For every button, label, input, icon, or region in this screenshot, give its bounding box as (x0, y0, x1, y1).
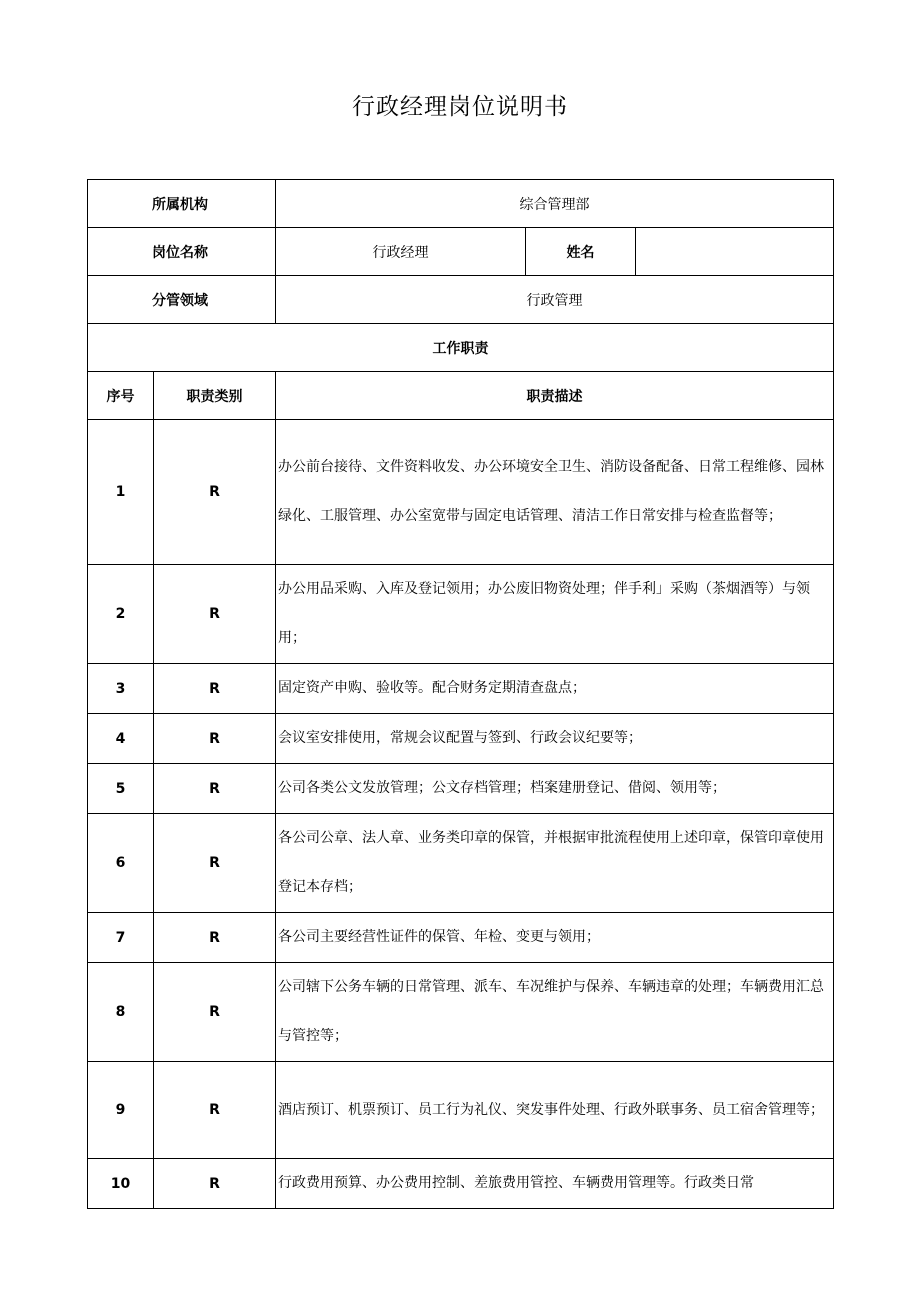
table-row (88, 764, 834, 814)
table-row (88, 1159, 834, 1209)
position-value: 行政经理 (276, 228, 526, 276)
duties-header-row (88, 372, 834, 420)
dept-label: 所属机构 (88, 180, 276, 228)
table-row (88, 420, 834, 565)
name-label: 姓名 (526, 228, 636, 276)
duty-type: R (154, 913, 276, 963)
duty-no: 10 (88, 1159, 154, 1209)
area-label: 分管领域 (88, 276, 276, 324)
table-row (88, 714, 834, 764)
duty-desc: 各公司公章、法人章、业务类印章的保管，并根据审批流程使用上述印章，保管印章使用登记本存档； (276, 814, 834, 913)
duty-desc: 会议室安排使用，常规会议配置与签到、行政会议纪要等； (276, 714, 834, 764)
position-row (88, 228, 834, 276)
table-row (88, 963, 834, 1062)
duty-type: R (154, 764, 276, 814)
duty-no: 9 (88, 1062, 154, 1159)
col-header-desc: 职责描述 (276, 372, 834, 420)
duty-type: R (154, 963, 276, 1062)
duties-section-title: 工作职责 (88, 324, 834, 372)
duty-type: R (154, 420, 276, 565)
duty-no: 4 (88, 714, 154, 764)
dept-row (88, 180, 834, 228)
col-header-no: 序号 (88, 372, 154, 420)
table-row (88, 664, 834, 714)
area-row (88, 276, 834, 324)
duty-desc: 公司辖下公务车辆的日常管理、派车、车况维护与保养、车辆违章的处理；车辆费用汇总与管控等； (276, 963, 834, 1062)
duty-desc: 酒店预订、机票预订、员工行为礼仪、突发事件处理、行政外联事务、员工宿舍管理等； (276, 1062, 834, 1159)
duty-desc: 行政费用预算、办公费用控制、差旅费用管控、车辆费用管理等。行政类日常 (276, 1159, 834, 1209)
duty-no: 5 (88, 764, 154, 814)
duty-type: R (154, 664, 276, 714)
duty-type: R (154, 565, 276, 664)
section-title-row (88, 324, 834, 372)
duty-type: R (154, 1159, 276, 1209)
position-label: 岗位名称 (88, 228, 276, 276)
table-row (88, 565, 834, 664)
name-value (636, 228, 834, 276)
table-row (88, 913, 834, 963)
duty-desc: 各公司主要经营性证件的保管、年检、变更与领用； (276, 913, 834, 963)
area-value: 行政管理 (276, 276, 834, 324)
page-title: 行政经理岗位说明书 (352, 94, 568, 120)
duty-type: R (154, 714, 276, 764)
duty-no: 2 (88, 565, 154, 664)
duty-no: 3 (88, 664, 154, 714)
duty-no: 7 (88, 913, 154, 963)
duty-no: 8 (88, 963, 154, 1062)
duty-desc: 公司各类公文发放管理；公文存档管理；档案建册登记、借阅、领用等； (276, 764, 834, 814)
duty-desc: 办公前台接待、文件资料收发、办公环境安全卫生、消防设备配备、日常工程维修、园林绿化、工服管理、办公室宽带与固定电话管理、清洁工作日常安排与检查监督等； (276, 420, 834, 565)
duty-desc: 固定资产申购、验收等。配合财务定期清查盘点； (276, 664, 834, 714)
duty-desc: 办公用品采购、入库及登记领用；办公废旧物资处理；伴手利」采购（茶烟酒等）与领用； (276, 565, 834, 664)
job-description-table (87, 179, 834, 1209)
duty-no: 1 (88, 420, 154, 565)
col-header-type: 职责类别 (154, 372, 276, 420)
dept-value: 综合管理部 (276, 180, 834, 228)
duty-type: R (154, 1062, 276, 1159)
table-row (88, 1062, 834, 1159)
duty-type: R (154, 814, 276, 913)
duty-no: 6 (88, 814, 154, 913)
table-row (88, 814, 834, 913)
